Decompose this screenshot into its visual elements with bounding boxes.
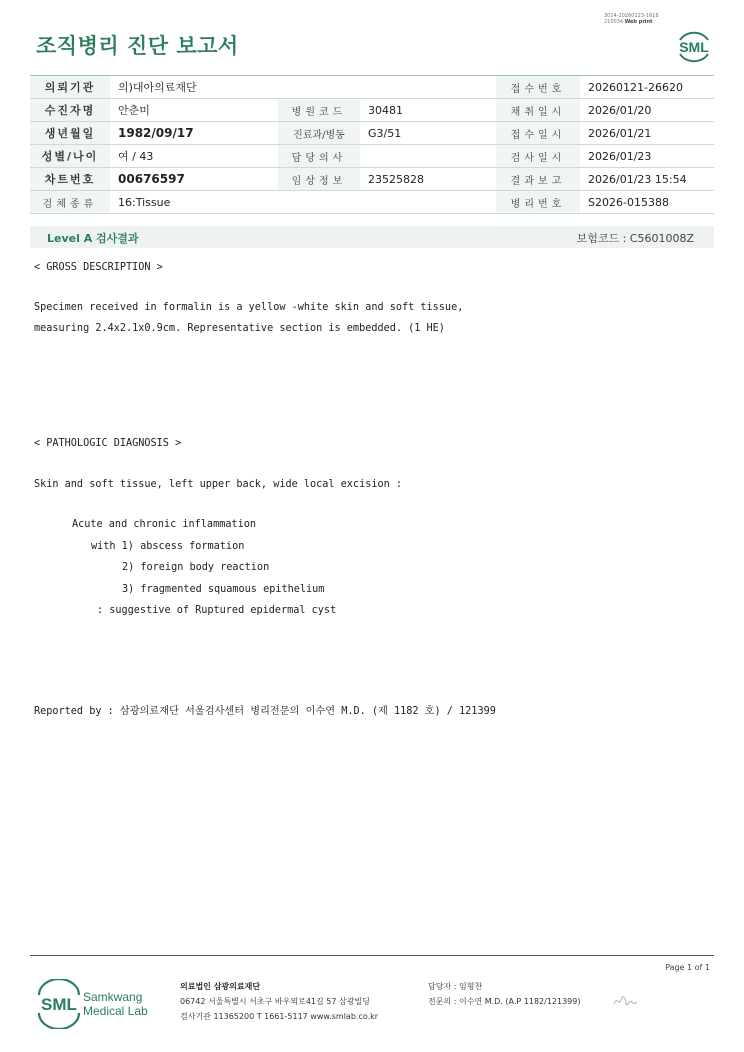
label-hospital-code: 병원코드 [278, 99, 360, 122]
specialist-name: 이수연 M.D. (A.P 1182/121399) [458, 997, 581, 1006]
patient-info-table [30, 75, 714, 214]
specimen-type: 16:Tissue [110, 191, 496, 214]
web-print-label: Web print [624, 19, 653, 25]
sml-logo [674, 28, 714, 64]
samkwang-logo [36, 979, 158, 1029]
staff-name: 임형찬 [458, 982, 483, 991]
info-row [30, 122, 714, 145]
hospital-code: 30481 [360, 99, 496, 122]
diagnosis-line: with 1) abscess formation [91, 541, 245, 552]
label-chart-number: 차트번호 [30, 168, 110, 191]
label-specimen-type: 검체종류 [30, 191, 110, 214]
document-code [604, 13, 659, 25]
result-level-label: Level A 검사결과 [47, 232, 139, 245]
diagnosis-line: : suggestive of Ruptured epidermal cyst [97, 605, 337, 616]
sex-age: 여 / 43 [110, 145, 278, 168]
patient-name: 안춘미 [110, 99, 278, 122]
gross-description-line: measuring 2.4x2.1x0.9cm. Representative section is embedded. (1 HE) [34, 323, 445, 334]
gross-description-heading: < GROSS DESCRIPTION > [34, 262, 163, 273]
samkwang-logo-line2: Medical Lab [83, 1004, 148, 1018]
diagnosis-line: 3) fragmented squamous epithelium [122, 584, 325, 595]
signature-icon [612, 994, 638, 1008]
staff-label: 담당자 : [428, 982, 457, 991]
footer-org-info [180, 979, 378, 1024]
pathologic-diagnosis-heading: < PATHOLOGIC DIAGNOSIS > [34, 438, 182, 449]
footer-contact: 검사기관 11365200 T 1661-5117 www.smlab.co.kr [180, 1012, 379, 1021]
label-patient-name: 수진자명 [30, 99, 110, 122]
samkwang-logo-sml: SML [41, 995, 77, 1014]
label-test-date: 검사일시 [496, 145, 580, 168]
diagnosis-site: Skin and soft tissue, left upper back, wide local excision : [34, 479, 403, 490]
footer-address: 06742 서울특별시 서초구 바우뫼로41길 57 삼광빌딩 [180, 997, 370, 1006]
receipt-date: 2026/01/21 [580, 122, 714, 145]
label-result-report: 결과보고 [496, 168, 580, 191]
requesting-institution: 의)대아의료재단 [110, 76, 496, 99]
gross-description-line: Specimen received in formalin is a yellow -white skin and soft tissue, [34, 302, 464, 313]
diagnosis-line: 2) foreign body reaction [122, 562, 270, 573]
label-requesting-institution: 의뢰기관 [30, 76, 110, 99]
reported-by: Reported by : 삼광의료재단 서울검사센터 병리전문의 이수연 M.D. (제 1182 호) / 121399 [34, 706, 496, 717]
attending-physician [360, 145, 496, 168]
diagnosis-line: Acute and chronic inflammation [72, 519, 257, 530]
info-row [30, 99, 714, 122]
collection-date: 2026/01/20 [580, 99, 714, 122]
label-birth-date: 생년월일 [30, 122, 110, 145]
footer-staff-info [428, 979, 580, 1009]
label-receipt-date: 접수일시 [496, 122, 580, 145]
chart-number: 00676597 [110, 168, 278, 191]
label-accession-number: 접수번호 [496, 76, 580, 99]
samkwang-logo-line1: Samkwang [83, 990, 143, 1004]
result-level-bar [30, 226, 714, 248]
department-ward: G3/51 [360, 122, 496, 145]
label-clinical-info: 임상정보 [278, 168, 360, 191]
test-date: 2026/01/23 [580, 145, 714, 168]
clinical-info: 23525828 [360, 168, 496, 191]
label-department-ward: 진료과/병동 [278, 122, 360, 145]
accession-number: 20260121-26620 [580, 76, 714, 99]
doc-code-line1: 3014-20260123-1618 [604, 13, 659, 19]
info-row [30, 168, 714, 191]
footer-divider [30, 955, 714, 956]
specialist-label: 전문의 : [428, 997, 457, 1006]
page-title: 조직병리 진단 보고서 [36, 34, 239, 58]
info-row [30, 191, 714, 214]
birth-date: 1982/09/17 [110, 122, 278, 145]
footer-org-name: 의료법인 삼광의료재단 [180, 982, 261, 991]
label-attending-physician: 담당의사 [278, 145, 360, 168]
insurance-code: 보험코드 : C5601008Z [576, 232, 694, 245]
doc-code-line2: 210034 [604, 19, 624, 25]
page-number: Page 1 of 1 [665, 963, 710, 972]
info-row [30, 145, 714, 168]
sml-logo-text: SML [679, 39, 709, 55]
pathology-number: S2026-015388 [580, 191, 714, 214]
info-row [30, 76, 714, 99]
label-pathology-number: 병리번호 [496, 191, 580, 214]
label-collection-date: 채취일시 [496, 99, 580, 122]
label-sex-age: 성별/나이 [30, 145, 110, 168]
result-report: 2026/01/23 15:54 [580, 168, 714, 191]
